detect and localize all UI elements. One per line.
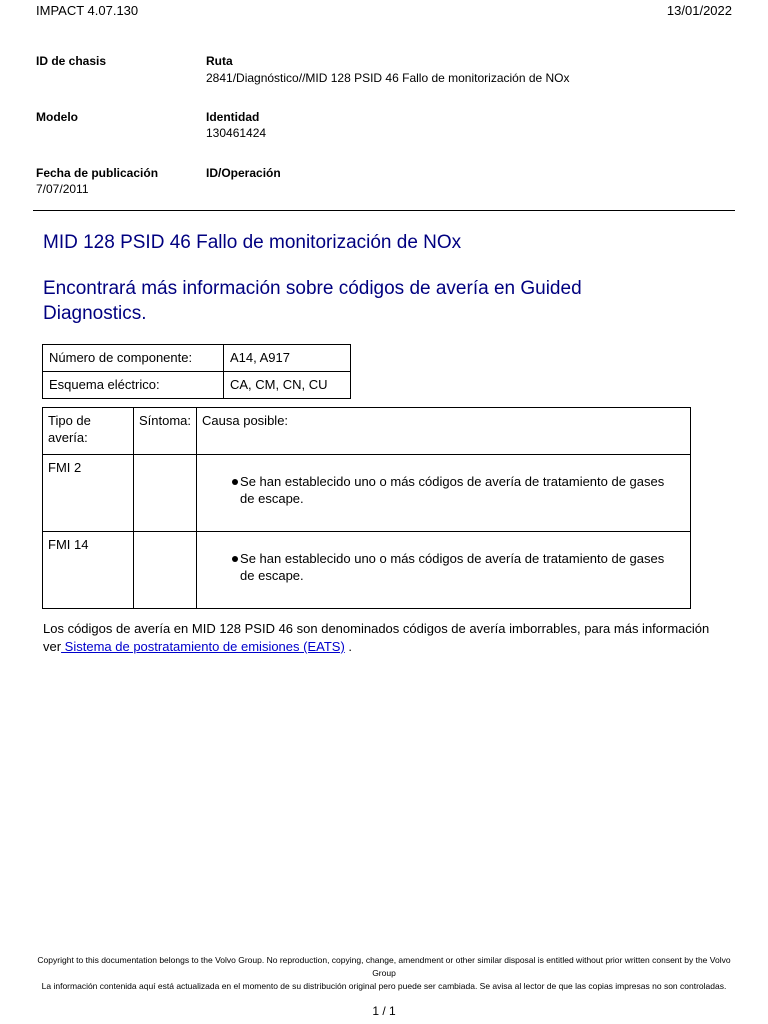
cause-list-item xyxy=(202,550,685,584)
table-row xyxy=(43,372,351,399)
divider xyxy=(33,210,735,211)
header-fault-type: Tipo de avería: xyxy=(43,408,134,455)
model-label: Modelo xyxy=(36,110,78,124)
note-text: Los códigos de avería en MID 128 PSID 46 son denominados códigos de avería imborrables, para más información ver xyxy=(43,621,710,654)
bullet-icon xyxy=(232,479,238,485)
chassis-label: ID de chasis xyxy=(36,54,107,68)
cause-list-item xyxy=(202,473,685,507)
fault-table xyxy=(42,407,691,609)
operation-label: ID/Operación xyxy=(206,166,281,180)
symptom-cell xyxy=(134,532,197,609)
wiring-diagram-label: Esquema eléctrico: xyxy=(43,372,224,399)
component-number-value: A14, A917 xyxy=(224,345,351,372)
eats-link[interactable]: Sistema de postratamiento de emisiones (EATS) xyxy=(61,639,345,654)
disclaimer-notice: La información contenida aquí está actualizada en el momento de su distribución original pero puede ser cambiada. Se avisa al lector de que las copias impresas no son controladas. xyxy=(41,981,727,991)
route-value: 2841/Diagnóstico//MID 128 PSID 46 Fallo de monitorización de NOx xyxy=(206,71,570,85)
footer xyxy=(30,954,738,993)
identity-value: 130461424 xyxy=(206,126,267,140)
table-row xyxy=(43,345,351,372)
route-label: Ruta xyxy=(206,54,233,68)
header-date: 13/01/2022 xyxy=(666,3,732,18)
symptom-cell xyxy=(134,455,197,532)
fault-type-cell: FMI 2 xyxy=(43,455,134,532)
page-number: 1 / 1 xyxy=(372,1004,396,1018)
table-row xyxy=(43,455,691,532)
cause-text: Se han establecido uno o más códigos de avería de tratamiento de gases de escape. xyxy=(240,474,665,506)
pubdate-label: Fecha de publicación xyxy=(36,166,159,180)
app-version: IMPACT 4.07.130 xyxy=(36,3,139,18)
wiring-diagram-value: CA, CM, CN, CU xyxy=(224,372,351,399)
note-suffix: . xyxy=(344,639,353,654)
pubdate-value: 7/07/2011 xyxy=(36,182,89,196)
component-number-label: Número de componente: xyxy=(43,345,224,372)
table-header-row xyxy=(43,408,691,455)
table-row xyxy=(43,532,691,609)
page-header xyxy=(36,3,732,18)
cause-cell xyxy=(197,532,691,609)
bullet-icon xyxy=(232,556,238,562)
header-symptom: Síntoma: xyxy=(134,408,197,455)
fault-type-cell: FMI 14 xyxy=(43,532,134,609)
page-title: MID 128 PSID 46 Fallo de monitorización de NOx xyxy=(43,232,462,253)
identity-label: Identidad xyxy=(206,110,260,124)
note-paragraph xyxy=(43,620,723,656)
cause-text: Se han establecido uno o más códigos de avería de tratamiento de gases de escape. xyxy=(240,551,665,583)
page-subtitle: Encontrará más información sobre códigos de avería en Guided Diagnostics. xyxy=(43,278,582,324)
header-cause: Causa posible: xyxy=(197,408,691,455)
copyright-notice: Copyright to this documentation belongs to the Volvo Group. No reproduction, copying, change, amendment or other similar disposal is entitled without prior written consent by the Volvo Group xyxy=(37,955,731,978)
cause-cell xyxy=(197,455,691,532)
component-table xyxy=(42,344,351,399)
